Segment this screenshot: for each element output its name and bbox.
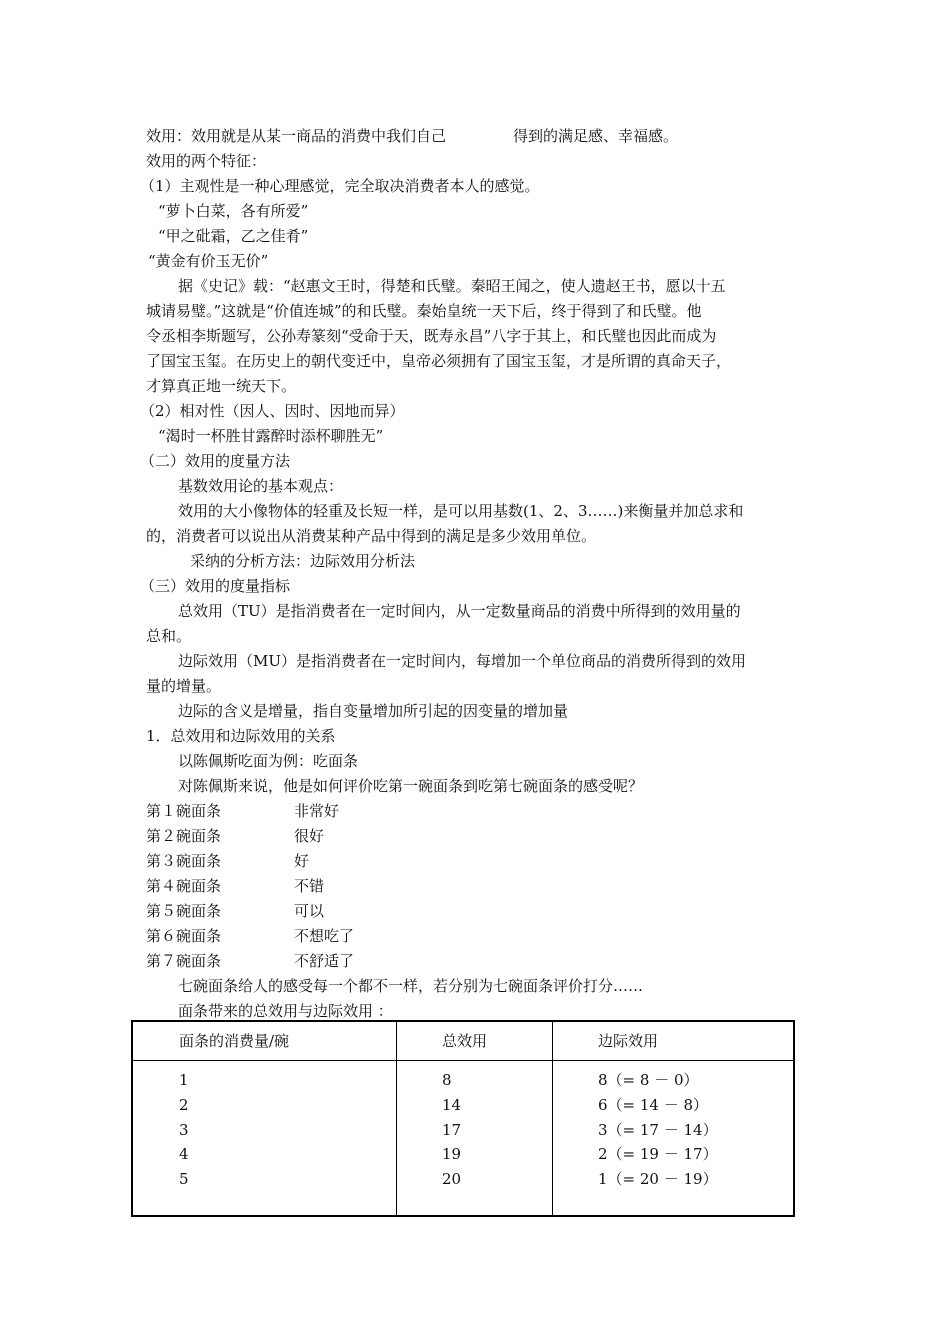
analysis-method: 采纳的分析方法：边际效用分析法 bbox=[190, 552, 416, 570]
noodle-example: 以陈佩斯吃面为例：吃面条 bbox=[178, 752, 359, 770]
bowl-feeling: 非常好 bbox=[294, 802, 340, 820]
mu-definition-line: 量的增量。 bbox=[146, 677, 222, 695]
bowl-label: 第３碗面条 bbox=[146, 852, 222, 870]
table-cell-total: 14 bbox=[442, 1096, 462, 1114]
table-cell-marginal: 8（= 8 － 0） bbox=[598, 1071, 699, 1089]
quote-gold: “黄金有价玉无价” bbox=[148, 252, 269, 270]
table-cell-quantity: 5 bbox=[179, 1170, 189, 1188]
table-caption: 面条带来的总效用与边际效用 ： bbox=[178, 1002, 393, 1020]
table-header-total-utility: 总效用 bbox=[442, 1032, 488, 1050]
table-cell-quantity: 1 bbox=[179, 1071, 189, 1089]
bowl-label: 第７碗面条 bbox=[146, 952, 222, 970]
relationship-heading: 1．总效用和边际效用的关系 bbox=[146, 727, 336, 745]
section-measurement-heading: （二）效用的度量方法 bbox=[140, 452, 291, 470]
quote-radish: “萝卜白菜，各有所爱” bbox=[158, 202, 309, 220]
noodle-question: 对陈佩斯来说，他是如何评价吃第一碗面条到吃第七碗面条的感受呢？ bbox=[178, 777, 644, 795]
section-indicators-heading: （三）效用的度量指标 bbox=[140, 577, 291, 595]
quote-arsenic: “甲之砒霜，乙之佳肴” bbox=[158, 227, 309, 245]
story-line: 才算真正地一统天下。 bbox=[146, 377, 297, 395]
utility-definition-part2: 得到的满足感、幸福感。 bbox=[513, 127, 679, 145]
mu-definition-line: 边际效用（MU）是指消费者在一定时间内，每增加一个单位商品的消费所得到的效用 bbox=[178, 652, 747, 670]
table-cell-quantity: 4 bbox=[179, 1145, 189, 1163]
bowl-label: 第６碗面条 bbox=[146, 927, 222, 945]
bowl-label: 第２碗面条 bbox=[146, 827, 222, 845]
feature-subjectivity: （1）主观性是一种心理感觉，完全取决消费者本人的感觉。 bbox=[140, 177, 540, 195]
table-cell-total: 19 bbox=[442, 1145, 462, 1163]
features-heading: 效用的两个特征： bbox=[146, 152, 267, 170]
cardinal-heading: 基数效用论的基本观点： bbox=[178, 477, 344, 495]
marginal-meaning: 边际的含义是增量，指自变量增加所引起的因变量的增加量 bbox=[178, 702, 569, 720]
quote-thirst: “渴时一杯胜甘露醉时添杯聊胜无” bbox=[158, 427, 384, 445]
bowl-label: 第１碗面条 bbox=[146, 802, 222, 820]
table-cell-total: 8 bbox=[442, 1071, 452, 1089]
bowl-feeling: 不想吃了 bbox=[294, 927, 355, 945]
bowls-summary: 七碗面条给人的感受每一个都不一样，若分别为七碗面条评价打分…… bbox=[178, 977, 644, 995]
utility-table bbox=[131, 1020, 795, 1217]
table-column-divider bbox=[396, 1022, 397, 1215]
story-line: 城请易璧。”这就是“价值连城”的和氏璧。秦始皇统一天下后，终于得到了和氏璧。他 bbox=[146, 302, 702, 320]
bowl-feeling: 很好 bbox=[294, 827, 325, 845]
bowl-label: 第４碗面条 bbox=[146, 877, 222, 895]
table-header-divider bbox=[133, 1060, 793, 1061]
table-cell-marginal: 6（= 14 － 8） bbox=[598, 1096, 709, 1114]
bowl-feeling: 可以 bbox=[294, 902, 325, 920]
table-cell-total: 17 bbox=[442, 1121, 462, 1139]
bowl-feeling: 不错 bbox=[294, 877, 325, 895]
table-cell-marginal: 3（= 17 － 14） bbox=[598, 1121, 718, 1139]
utility-definition-part1: 效用：效用就是从某一商品的消费中我们自己 bbox=[146, 127, 447, 145]
table-cell-quantity: 3 bbox=[179, 1121, 189, 1139]
table-header-quantity: 面条的消费量/碗 bbox=[179, 1032, 290, 1050]
table-column-divider bbox=[552, 1022, 553, 1215]
table-cell-total: 20 bbox=[442, 1170, 462, 1188]
cardinal-text-line: 的，消费者可以说出从消费某种产品中得到的满足是多少效用单位。 bbox=[146, 527, 597, 545]
bowl-feeling: 不舒适了 bbox=[294, 952, 355, 970]
bowl-label: 第５碗面条 bbox=[146, 902, 222, 920]
story-line: 令丞相李斯题写，公孙寿篆刻“受命于天，既寿永昌”八字于其上，和氏璧也因此而成为 bbox=[146, 327, 717, 345]
tu-definition-line: 总和。 bbox=[146, 627, 192, 645]
table-header-marginal-utility: 边际效用 bbox=[598, 1032, 659, 1050]
cardinal-text-line: 效用的大小像物体的轻重及长短一样，是可以用基数(1、2、3……)来衡量并加总求和 bbox=[178, 502, 744, 520]
table-cell-quantity: 2 bbox=[179, 1096, 189, 1114]
feature-relativity: （2）相对性（因人、因时、因地而异） bbox=[140, 402, 405, 420]
tu-definition-line: 总效用（TU）是指消费者在一定时间内，从一定数量商品的消费中所得到的效用量的 bbox=[178, 602, 741, 620]
story-line: 了国宝玉玺。在历史上的朝代变迁中，皇帝必须拥有了国宝玉玺，才是所谓的真命天子， bbox=[146, 352, 732, 370]
bowl-feeling: 好 bbox=[294, 852, 310, 870]
table-cell-marginal: 1（= 20 － 19） bbox=[598, 1170, 718, 1188]
table-cell-marginal: 2（= 19 － 17） bbox=[598, 1145, 718, 1163]
story-line: 据《史记》载：“赵惠文王时，得楚和氏璧。秦昭王闻之，使人遗赵王书，愿以十五 bbox=[178, 277, 726, 295]
